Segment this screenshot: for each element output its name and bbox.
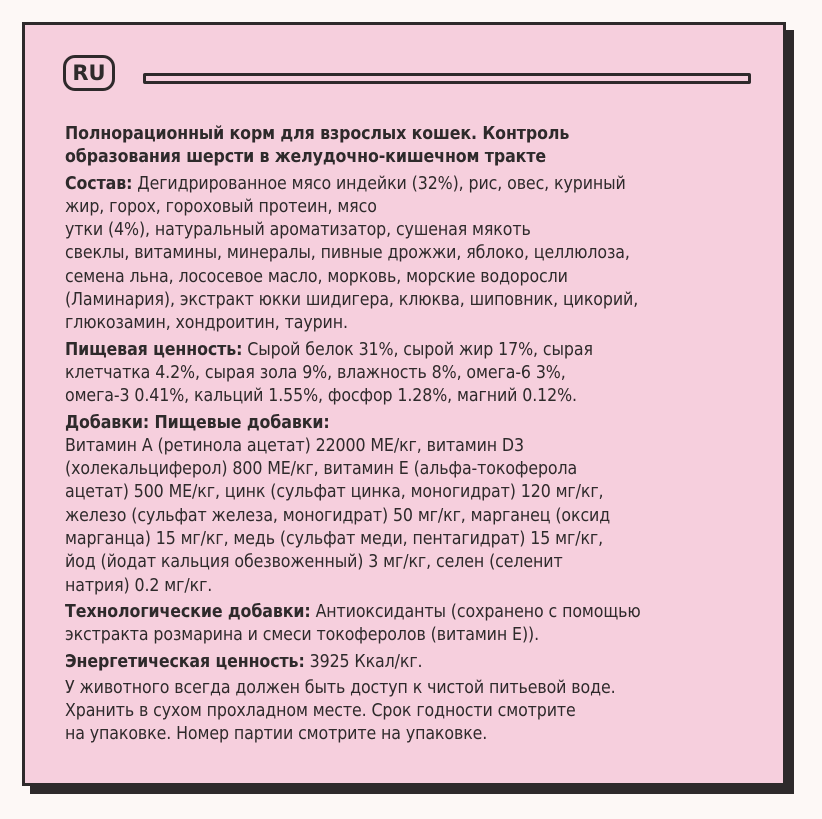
nutrition-line: Сырой белок 31%, сырой жир 17%, сырая bbox=[242, 339, 593, 360]
composition-line: жир, горох, гороховый протеин, мясо bbox=[65, 196, 377, 217]
nutrition-section bbox=[65, 339, 765, 409]
technological-label: Технологические добавки: bbox=[65, 601, 311, 622]
composition-line: утки (4%), натуральный ароматизатор, сушеная мякоть bbox=[65, 220, 531, 241]
energy-section bbox=[65, 651, 765, 674]
additives-line: (холекальциферол) 800 МЕ/кг, витамин E (альфа-токоферола bbox=[65, 459, 578, 480]
composition-line: Дегидрированное мясо индейки (32%), рис, овес, куриный bbox=[132, 173, 626, 194]
additives-section bbox=[65, 412, 765, 598]
composition-section bbox=[65, 173, 765, 336]
energy-label: Энергетическая ценность: bbox=[65, 651, 305, 672]
title-line: образования шерсти в желудочно-кишечном тракте bbox=[65, 147, 547, 168]
language-badge: RU bbox=[63, 55, 115, 91]
additives-line: железо (сульфат железа, моногидрат) 50 мг/кг, марганец (оксид bbox=[65, 505, 611, 526]
header-rule bbox=[143, 73, 751, 84]
additives-line: Витамин A (ретинола ацетат) 22000 МЕ/кг, витамин D3 bbox=[65, 435, 524, 456]
product-label-card bbox=[22, 22, 786, 786]
technological-line: экстракта розмарина и смеси токоферолов (витамин E)). bbox=[65, 625, 540, 646]
composition-line: свеклы, витамины, минералы, пивные дрожжи, яблоко, целлюлоза, bbox=[65, 243, 630, 264]
title-line: Полнорационный корм для взрослых кошек. Контроль bbox=[65, 124, 570, 144]
storage-line: Хранить в сухом прохладном месте. Срок годности смотрите bbox=[65, 701, 576, 722]
composition-line: семена льна, лососевое масло, морковь, морские водоросли bbox=[65, 266, 568, 287]
additives-line: натрия) 0.2 мг/кг. bbox=[65, 575, 213, 596]
composition-label: Состав: bbox=[65, 173, 133, 194]
composition-line: (Ламинария), экстракт юкки шидигера, клюква, шиповник, цикорий, bbox=[65, 290, 639, 311]
technological-section bbox=[65, 601, 765, 648]
nutrition-label: Пищевая ценность: bbox=[65, 339, 243, 360]
technological-line: Антиоксиданты (сохранено с помощью bbox=[310, 601, 641, 622]
storage-line: У животного всегда должен быть доступ к чистой питьевой воде. bbox=[65, 677, 616, 698]
additives-label: Добавки: Пищевые добавки: bbox=[65, 412, 330, 433]
nutrition-line: клетчатка 4.2%, сырая зола 9%, влажность 8%, омега-6 3%, bbox=[65, 362, 566, 383]
label-text bbox=[65, 123, 765, 750]
composition-line: глюкозамин, хондроитин, таурин. bbox=[65, 313, 348, 334]
nutrition-line: омега-3 0.41%, кальций 1.55%, фосфор 1.28%, магний 0.12%. bbox=[65, 386, 577, 407]
additives-line: марганца) 15 мг/кг, медь (сульфат меди, пентагидрат) 15 мг/кг, bbox=[65, 529, 604, 550]
product-title bbox=[65, 123, 765, 170]
storage-section bbox=[65, 677, 765, 747]
additives-line: ацетат) 500 МЕ/кг, цинк (сульфат цинка, моногидрат) 120 мг/кг, bbox=[65, 482, 604, 503]
energy-value: 3925 Ккал/кг. bbox=[304, 651, 423, 672]
additives-line: йод (йодат кальция обезвоженный) 3 мг/кг, селен (селенит bbox=[65, 552, 563, 573]
storage-line: на упаковке. Номер партии смотрите на упаковке. bbox=[65, 724, 488, 745]
